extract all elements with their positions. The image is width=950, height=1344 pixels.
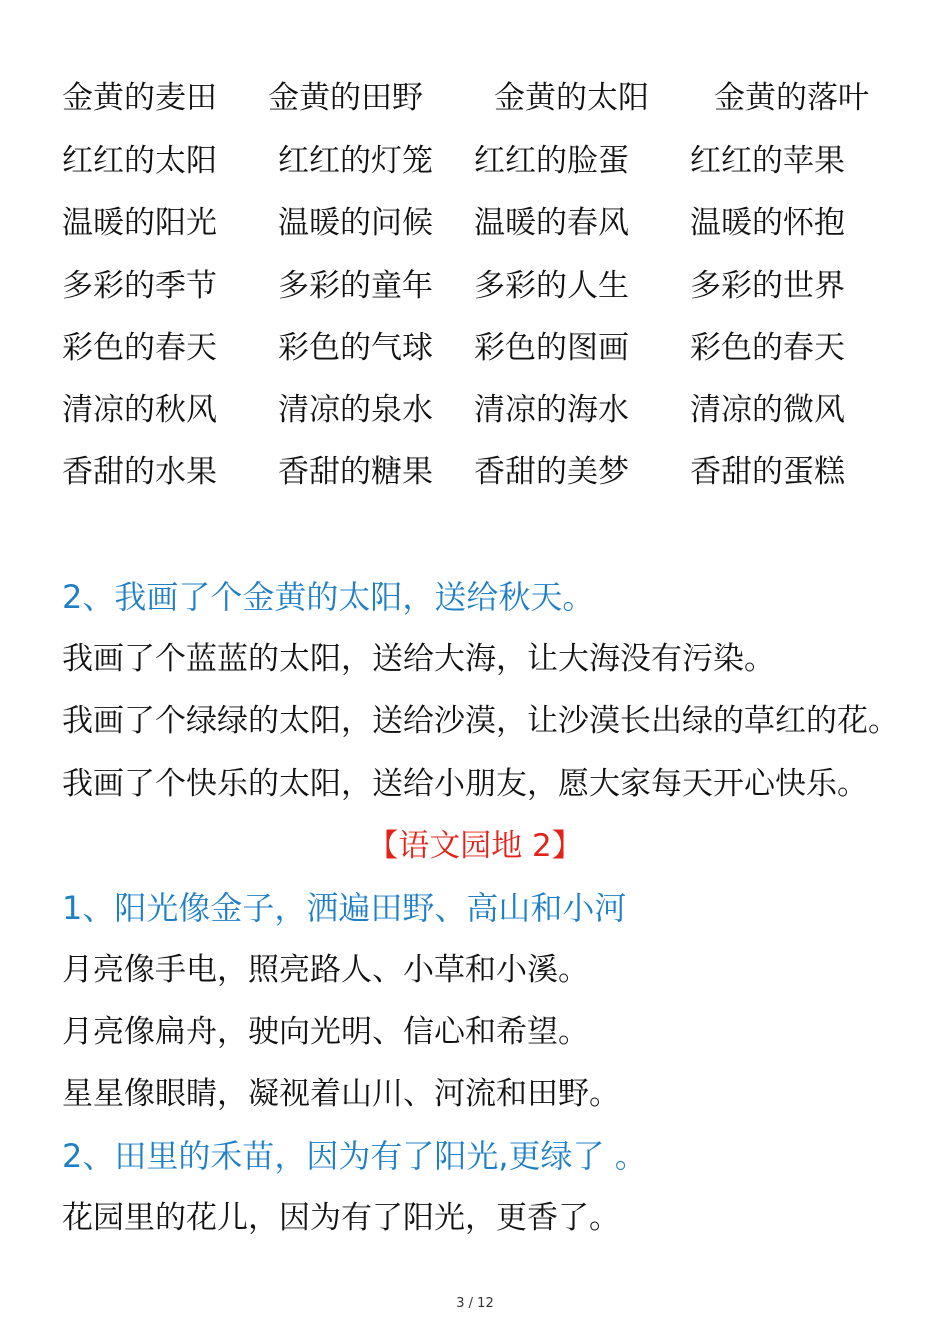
phrase-cell: 金黄的麦田 [62, 80, 217, 116]
example-sentence: 我画了个快乐的太阳，送给小朋友，愿大家每天开心快乐。 [62, 766, 868, 802]
section-heading: 2、我画了个金黄的太阳，送给秋天。 [62, 578, 595, 616]
phrase-row [0, 264, 950, 308]
phrase-cell: 红红的脸蛋 [474, 143, 629, 179]
phrase-cell: 彩色的春天 [690, 330, 845, 366]
phrase-cell: 彩色的春天 [62, 330, 217, 366]
phrase-cell: 温暖的阳光 [62, 205, 217, 241]
phrase-cell: 温暖的春风 [474, 205, 629, 241]
phrase-cell: 彩色的气球 [278, 330, 433, 366]
section-heading: 1、阳光像金子，洒遍田野、高山和小河 [62, 889, 627, 927]
phrase-cell: 金黄的田野 [268, 80, 423, 116]
phrase-cell: 多彩的世界 [690, 268, 845, 304]
section-title: 【语文园地 2】 [367, 828, 583, 864]
example-sentence: 我画了个蓝蓝的太阳，送给大海，让大海没有污染。 [62, 641, 775, 677]
example-sentence: 月亮像扁舟，驶向光明、信心和希望。 [62, 1014, 589, 1050]
phrase-cell: 温暖的问候 [278, 205, 433, 241]
example-sentence: 月亮像手电，照亮路人、小草和小溪。 [62, 952, 589, 988]
phrase-row [0, 450, 950, 494]
example-sentence: 花园里的花儿，因为有了阳光，更香了。 [62, 1200, 620, 1236]
phrase-cell: 温暖的怀抱 [690, 205, 845, 241]
phrase-cell: 清凉的微风 [690, 392, 845, 428]
phrase-cell: 彩色的图画 [474, 330, 629, 366]
example-sentence: 我画了个绿绿的太阳，送给沙漠，让沙漠长出绿的草红的花。 [62, 703, 899, 739]
phrase-cell: 多彩的季节 [62, 268, 217, 304]
phrase-cell: 香甜的美梦 [474, 454, 629, 490]
phrase-cell: 多彩的童年 [278, 268, 433, 304]
phrase-cell: 金黄的落叶 [714, 80, 869, 116]
phrase-cell: 清凉的海水 [474, 392, 629, 428]
phrase-cell: 香甜的糖果 [278, 454, 433, 490]
phrase-cell: 香甜的水果 [62, 454, 217, 490]
phrase-cell: 清凉的秋风 [62, 392, 217, 428]
phrase-row [0, 388, 950, 432]
phrase-cell: 香甜的蛋糕 [690, 454, 845, 490]
phrase-row [0, 76, 950, 120]
phrase-row [0, 326, 950, 370]
phrase-cell: 清凉的泉水 [278, 392, 433, 428]
section-heading: 2、田里的禾苗，因为有了阳光,更绿了 。 [62, 1137, 647, 1175]
phrase-row [0, 201, 950, 245]
example-sentence: 星星像眼睛，凝视着山川、河流和田野。 [62, 1076, 620, 1112]
phrase-row [0, 139, 950, 183]
phrase-cell: 多彩的人生 [474, 268, 629, 304]
phrase-cell: 金黄的太阳 [494, 80, 649, 116]
phrase-cell: 红红的太阳 [62, 143, 217, 179]
phrase-cell: 红红的苹果 [690, 143, 845, 179]
phrase-cell: 红红的灯笼 [278, 143, 433, 179]
page-number: 3 / 12 [456, 1296, 494, 1311]
